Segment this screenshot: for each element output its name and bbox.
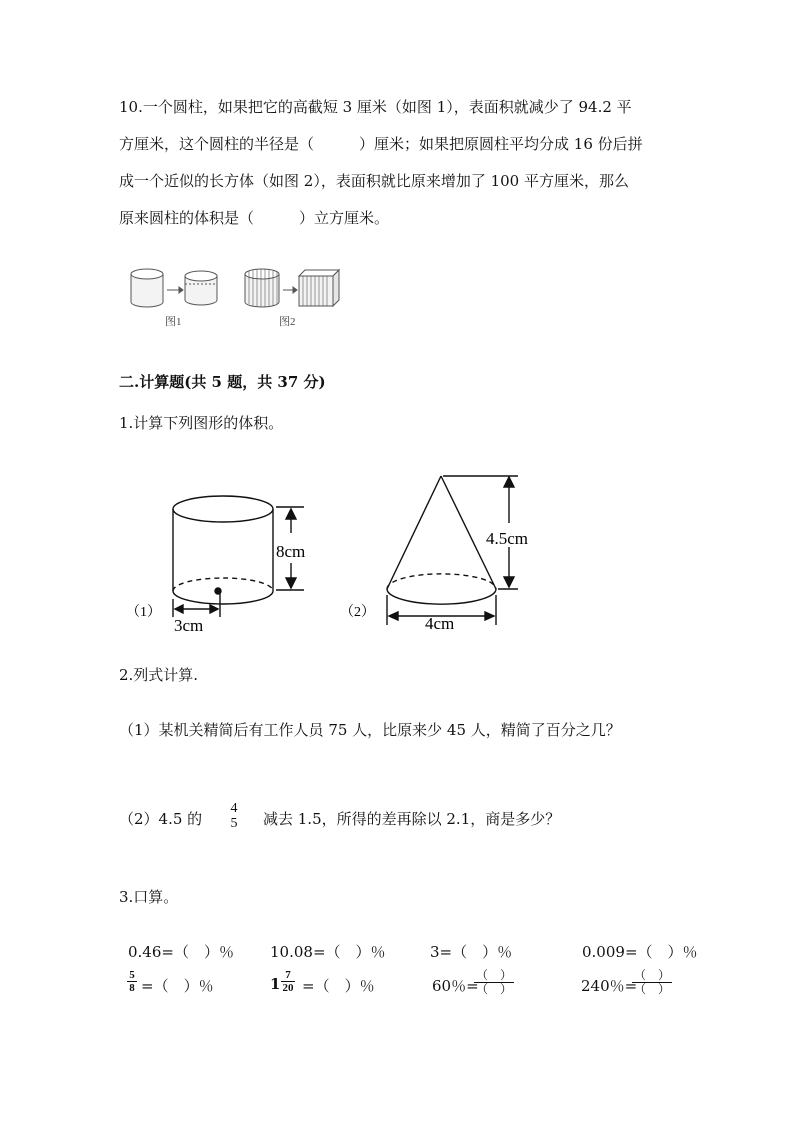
volume-figures <box>110 465 560 640</box>
cylinder-label: （1） <box>126 605 161 620</box>
oral-calc-r2c3-head: 60％= <box>432 977 479 995</box>
problem-3-title: 3.口算。 <box>119 888 179 906</box>
fig2-caption: 图2 <box>279 316 296 328</box>
q10-line-3: 成一个近似的长方体（如图 2），表面积就比原来增加了 100 平方厘米，那么 <box>119 172 629 190</box>
oral-calc-r2c4-head: 240％= <box>581 977 638 995</box>
problem-1-title: 1.计算下列图形的体积。 <box>119 414 284 432</box>
fraction-four-fifths <box>226 801 242 831</box>
oral-calc-r1c3: 3=（ ）％ <box>430 943 513 961</box>
oral-calc-r2c1-tail: =（ ）％ <box>141 977 214 995</box>
fig1-caption: 图1 <box>165 316 182 328</box>
r2c3-denominator: （ ） <box>475 982 512 996</box>
oral-calc-r2c1-fraction <box>127 969 137 994</box>
oral-calc-r1c1: 0.46=（ ）％ <box>128 943 234 961</box>
r2c1-numerator: 5 <box>127 969 137 982</box>
r2c4-numerator: （ ） <box>633 968 670 982</box>
q10-figures <box>125 262 345 332</box>
cone-height-label: 4.5cm <box>486 529 529 548</box>
fraction-numerator: 4 <box>230 801 238 816</box>
problem-2-q2-suffix: 减去 1.5，所得的差再除以 2.1，商是多少？ <box>263 810 561 828</box>
r2c2-denominator: 20 <box>282 982 294 994</box>
problem-2-title: 2.列式计算. <box>119 666 199 684</box>
section-title: 二.计算题(共 5 题，共 37 分) <box>119 373 326 391</box>
cone-figure <box>387 476 518 625</box>
cylinder-radius-label: 3cm <box>174 616 204 635</box>
oral-calc-r2c4-fraction <box>632 969 672 996</box>
r2c2-numerator: 7 <box>281 969 295 982</box>
cone-diameter-label: 4cm <box>425 614 455 633</box>
problem-2-q2-prefix: （2）4.5 的 <box>119 810 203 828</box>
cone-label: （2） <box>340 605 375 620</box>
problem-2-q1: （1）某机关精简后有工作人员 75 人，比原来少 45 人，精简了百分之几？ <box>119 721 621 739</box>
q10-line-2: 方厘米，这个圆柱的半径是（ ）厘米；如果把原圆柱平均分成 16 份后拼 <box>119 135 643 153</box>
r2c3-numerator: （ ） <box>475 968 512 982</box>
oral-calc-r2c3-fraction <box>474 969 514 996</box>
r2c1-denominator: 8 <box>129 982 135 994</box>
r2c4-denominator: （ ） <box>633 982 670 996</box>
q10-line-4: 原来圆柱的体积是（ ）立方厘米。 <box>119 209 390 227</box>
oral-calc-r2c2-tail: =（ ）％ <box>302 977 375 995</box>
q10-line-1: 10.一个圆柱，如果把它的高截短 3 厘米（如图 1），表面积就减少了 94.2 平 <box>119 98 632 116</box>
oral-calc-r1c2: 10.08=（ ）％ <box>270 943 386 961</box>
oral-calc-r1c4: 0.009=（ ）％ <box>582 943 698 961</box>
oral-calc-r2c2-whole: 1 <box>270 975 281 993</box>
fraction-denominator: 5 <box>230 816 238 831</box>
oral-calc-r2c2-fraction <box>281 969 295 994</box>
cylinder-height-label: 8cm <box>276 542 306 561</box>
